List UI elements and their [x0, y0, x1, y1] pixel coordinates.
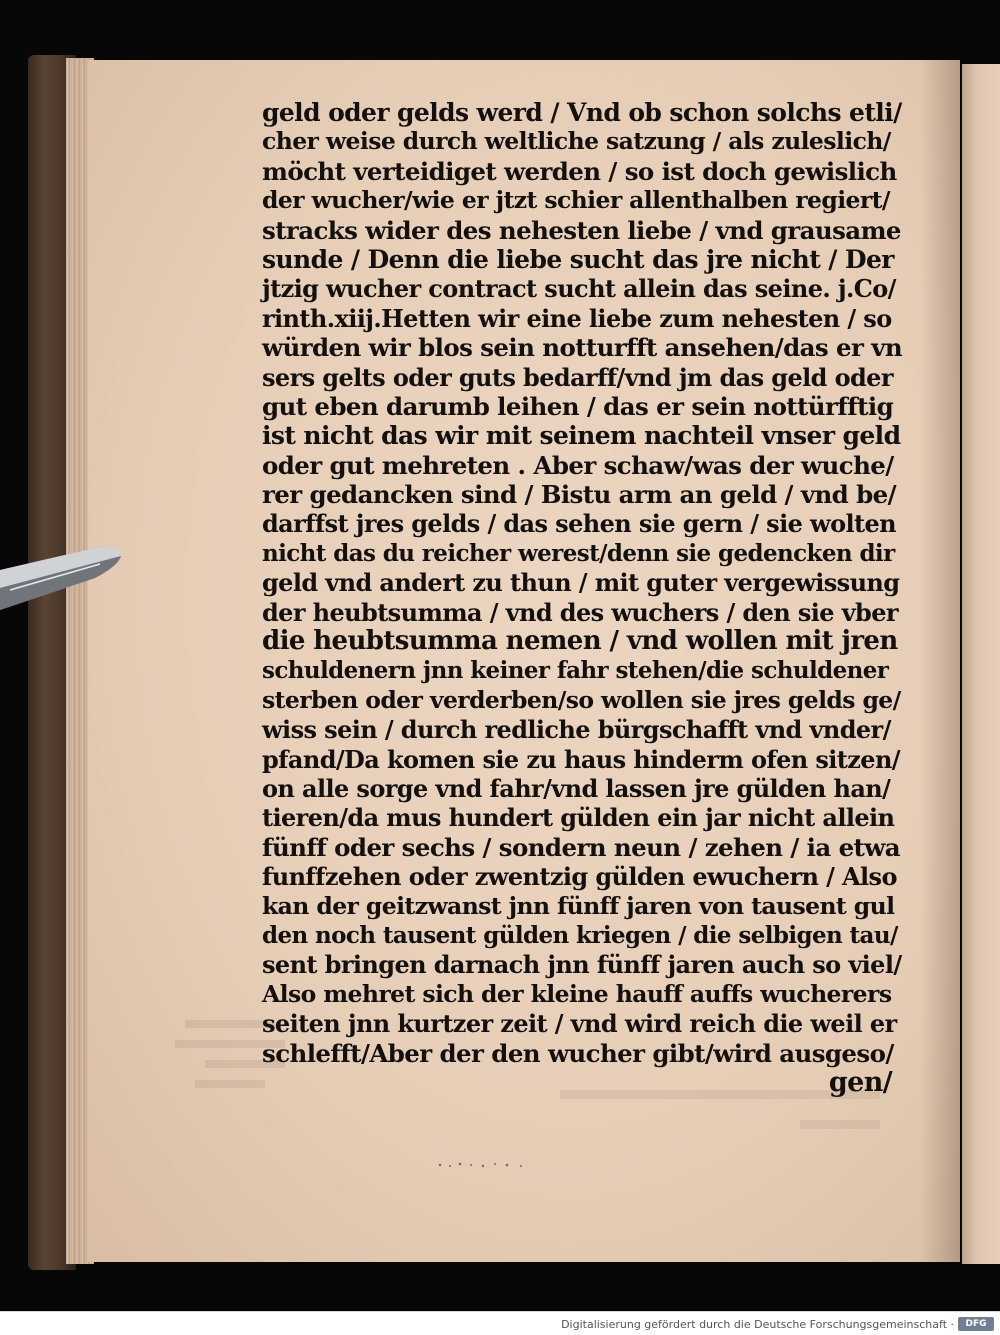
dfg-logo-icon[interactable]: DFG [958, 1317, 994, 1331]
funding-credit: Digitalisierung gefördert durch die Deutsche Forschungsgemeinschaft · [561, 1318, 954, 1331]
text-line: seiten jnn kurtzer zeit / vnd wird reich die weil er [262, 1009, 897, 1039]
text-line: ist nicht das wir mit seinem nachteil vnser geld [262, 421, 901, 451]
text-line: möcht verteidiget werden / so ist doch gewislich [262, 156, 897, 186]
text-line: Also mehret sich der kleine hauff auffs wucherers [262, 979, 892, 1008]
text-line: fünff oder sechs / sondern neun / zehen / ia etwa [262, 832, 901, 862]
text-line: der heubtsumma / vnd des wuchers / den sie vber [262, 597, 898, 627]
text-line: geld vnd andert zu thun / mit guter vergewissung [262, 568, 900, 598]
text-line: sers gelts oder guts bedarff/vnd jm das geld oder [262, 362, 893, 392]
text-line: darffst jres gelds / das sehen sie gern / sie wolten [262, 509, 897, 539]
facing-page-edge [962, 64, 1000, 1264]
text-line: sent bringen darnach jnn fünff jaren auch so viel/ [262, 950, 902, 980]
text-line: nicht das du reicher werest/denn sie gedencken dir [262, 539, 895, 567]
text-line: rer gedancken sind / Bistu arm an geld / vnd be/ [262, 480, 897, 510]
text-line: die heubtsumma nemen / vnd wollen mit jren [262, 626, 898, 657]
text-line: kan der geitzwanst jnn fünff jaren von tausent gul [262, 891, 895, 920]
gutter-shadow [920, 60, 960, 1262]
text-line: tieren/da mus hundert gülden ein jar nicht allein [262, 803, 895, 833]
text-line: sunde / Denn die liebe sucht das jre nicht / Der [262, 244, 894, 274]
ink-specks [435, 1155, 535, 1175]
text-line: rinth.xiij.Hetten wir eine liebe zum nehesten / so [262, 303, 892, 333]
page-text-block [262, 98, 902, 1097]
text-line: pfand/Da komen sie zu haus hinderm ofen sitzen/ [262, 744, 900, 774]
text-line: funffzehen oder zwentzig gülden ewuchern / Also [262, 862, 897, 892]
text-line: wiss sein / durch redliche bürgschafft vnd vnder/ [262, 715, 891, 745]
text-line: schlefft/Aber der den wucher gibt/wird ausgeso/ [262, 1038, 894, 1068]
text-line: der wucher/wie er jtzt schier allenthalben regiert/ [262, 186, 890, 215]
text-line: cher weise durch weltliche satzung / als zuleslich/ [262, 127, 891, 156]
text-line: on alle sorge vnd fahr/vnd lassen jre gülden han/ [262, 773, 891, 803]
text-line: jtzig wucher contract sucht allein das seine. j.Co/ [262, 274, 896, 304]
text-line: gut eben darumb leihen / das er sein nottürfftig [262, 391, 894, 421]
page-weight-knife-icon [0, 530, 130, 630]
text-line: den noch tausent gülden kriegen / die selbigen tau/ [262, 921, 898, 949]
text-line: stracks wider des nehesten liebe / vnd grausame [262, 215, 901, 245]
text-line: sterben oder verderben/so wollen sie jres gelds ge/ [262, 685, 901, 714]
text-line: schuldenern jnn keiner fahr stehen/die schuldener [262, 657, 889, 685]
text-line: oder gut mehreten . Aber schaw/was der wuche/ [262, 450, 894, 480]
text-line: würden wir blos sein notturfft ansehen/das er vn [262, 333, 903, 363]
catchword: gen/ [828, 1066, 892, 1098]
footer-bar [0, 1311, 1000, 1335]
text-line: geld oder gelds werd / Vnd ob schon solchs etli/ [262, 98, 902, 127]
